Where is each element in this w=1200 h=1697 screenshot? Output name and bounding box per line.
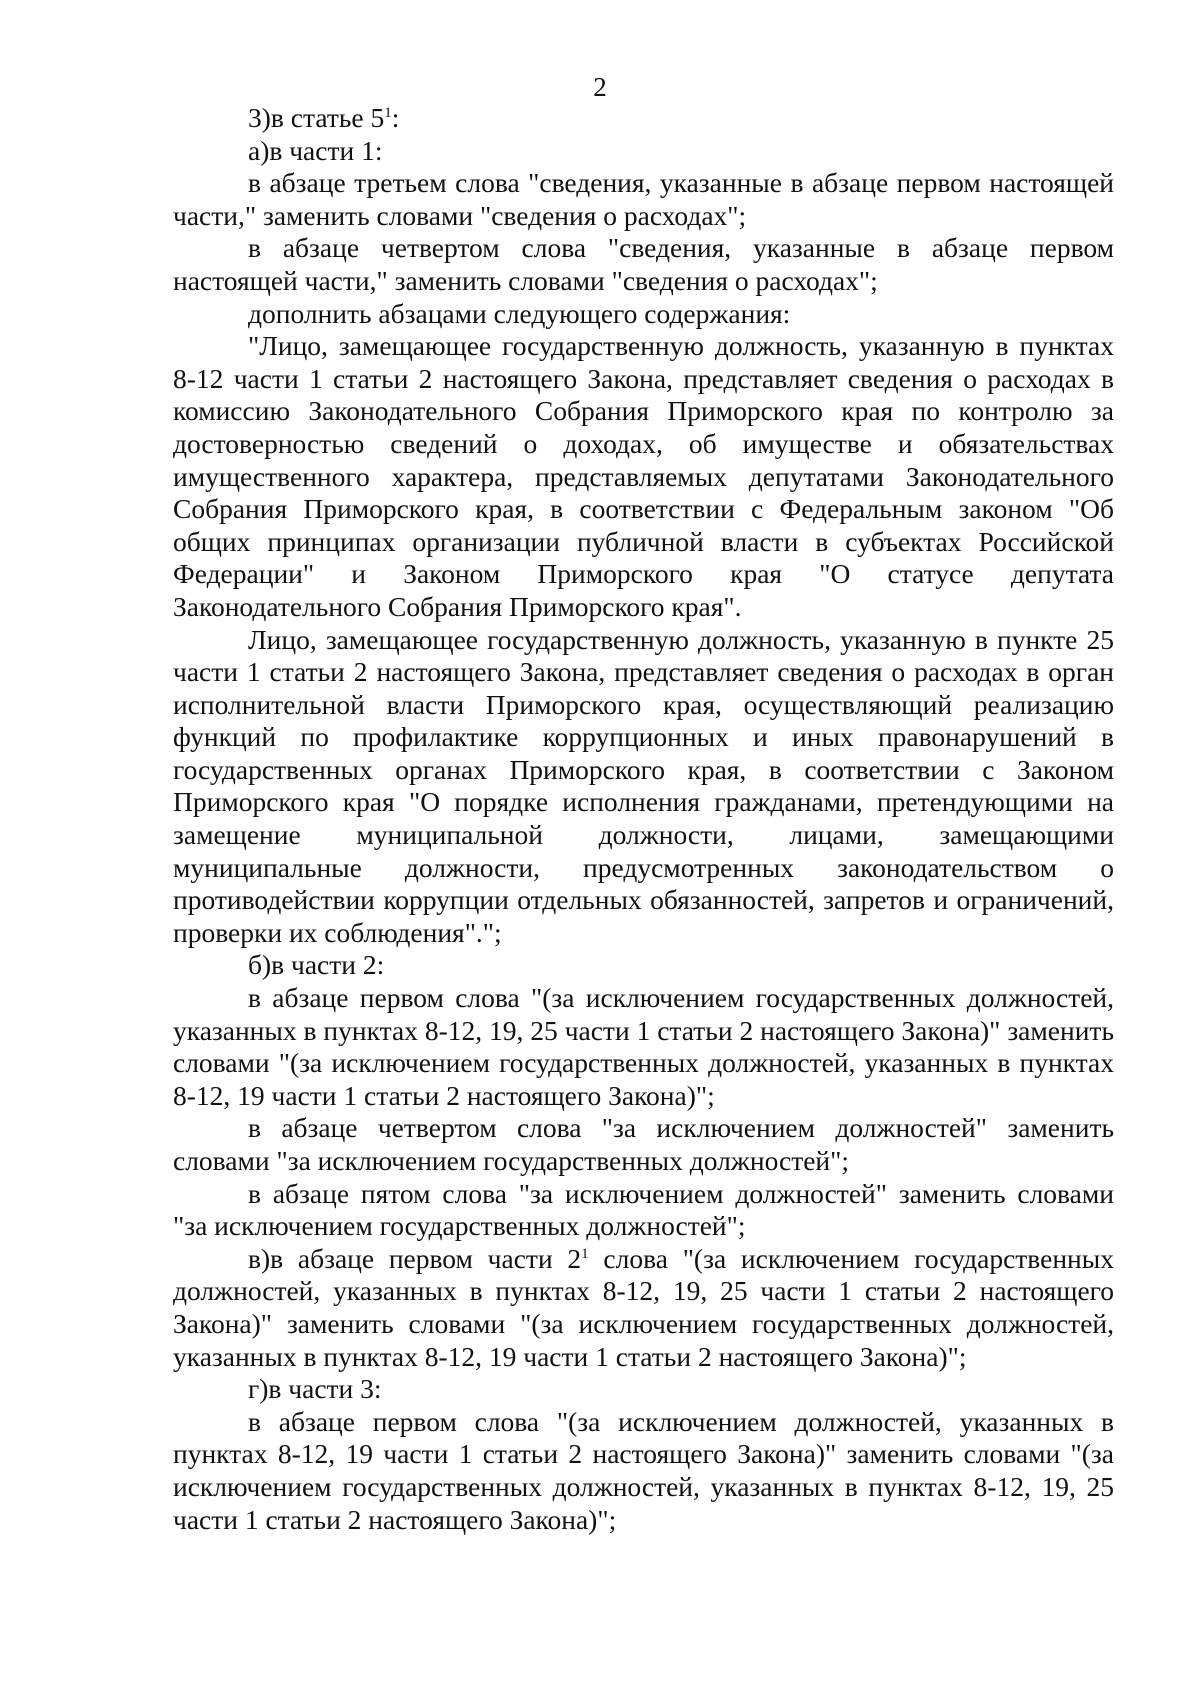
paragraph: "Лицо, замещающее государственную должность, указанную в пунктах 8-12 части 1 статьи 2 настоящего Закона, представляет сведения о расходах в комиссию Законодательного Собрания Приморского края по контролю за достоверностью сведений о доходах, об имуществе и обязательствах имущественного характера, представляемых депутатами Законодательного Собрания Приморского края, в соответствии с Федеральным законом "Об общих принципах организации публичной власти в субъектах Российской Федерации" и Законом Приморского края "О статусе депутата Законодательного Собрания Приморского края". [173,330,1114,622]
paragraph: в абзаце первом слова "(за исключением государственных должностей, указанных в пунктах 8-12, 19, 25 части 1 статьи 2 настоящего Закона)" заменить словами "(за исключением государственных должностей, указанных в пунктах 8-12, 19 части 1 статьи 2 настоящего Закона)"; [173,982,1114,1111]
subitem-a-heading: а)в части 1: [248,134,383,166]
paragraph: в абзаце пятом слова "за исключением должностей" заменить словами "за исключением государственных должностей"; [173,1177,1114,1242]
page-number: 2 [593,72,607,102]
paragraph: в абзаце первом слова "(за исключением должностей, указанных в пунктах 8-12, 19 части 1 статьи 2 настоящего Закона)" заменить словами "(за исключением государственных должностей, указанных в пунктах 8-12, 19, 25 части 1 статьи 2 настоящего Закона)"; [173,1405,1114,1535]
paragraph: в абзаце четвертом слова "сведения, указанные в абзаце первом настоящей части," заменить словами "сведения о расходах"; [173,232,1114,296]
subitem-b-heading: б)в части 2: [248,949,385,981]
paragraph: в абзаце третьем слова "сведения, указанные в абзаце первом настоящей части," заменить словами "сведения о расходах"; [173,167,1114,231]
paragraph: Лицо, замещающее государственную должность, указанную в пункте 25 части 1 статьи 2 настоящего Закона, представляет сведения о расходах в орган исполнительной власти Приморского края, осуществляющий реализацию функций по профилактике коррупционных и иных правонарушений в государственных органах Приморского края, в соответствии с Законом Приморского края "О порядке исполнения гражданами, претендующими на замещение муниципальной должности, лицами, замещающими муниципальные должности, предусмотренных законодательством о противодействии коррупции отдельных обязанностей, запретов и ограничений, проверки их соблюдения"."; [173,623,1114,948]
item-3-heading: 3)в статье $5^1$: [248,102,400,133]
superscript: 1 [581,1245,589,1262]
paragraph: дополнить абзацами следующего содержания: [248,297,791,329]
paragraph: в абзаце четвертом слова "за исключением должностей" заменить словами "за исключением государственных должностей"; [173,1112,1114,1176]
superscript: 1 [384,104,392,121]
subitem-v-paragraph: в)в абзаце первом части $2^1$ слова "(за исключением государственных должностей, указанных в пунктах 8-12, 19, 25 части 1 статьи 2 настоящего Закона)" заменить словами "(за исключением государственных должностей, указанных в пунктах 8-12, 19 части 1 статьи 2 настоящего Закона)"; [173,1242,1114,1372]
subitem-g-heading: г)в части 3: [248,1373,382,1405]
document-body [173,102,1114,1536]
